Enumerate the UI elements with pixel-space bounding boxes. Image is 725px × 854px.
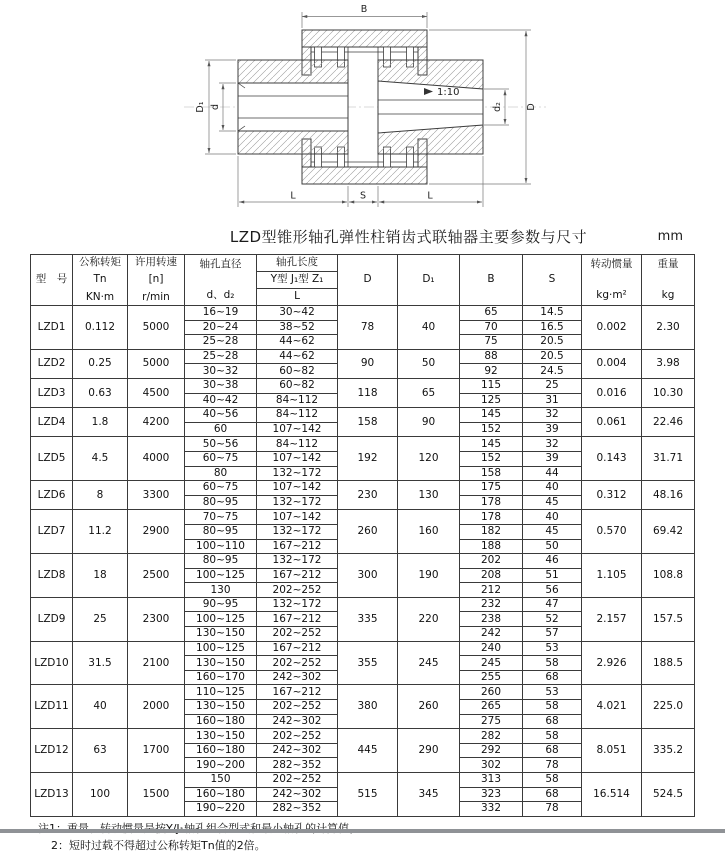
cell-bore-length: 132~172 (257, 495, 338, 510)
cell-bore-length: 60~82 (257, 378, 338, 393)
col-header-speed: 许用转速 [n] r/min (128, 255, 185, 306)
cell-S: 20.5 (523, 335, 582, 350)
title-row (0, 226, 725, 248)
dim-label-d-outer: D (526, 103, 537, 111)
cell-S: 78 (523, 802, 582, 817)
cell-weight: 524.5 (642, 773, 695, 817)
cell-B: 238 (460, 612, 523, 627)
cell-bore-diameter: 50~56 (185, 437, 257, 452)
page-footer-rule (0, 829, 725, 833)
cell-B: 115 (460, 378, 523, 393)
dim-label-d1: D₁ (195, 101, 206, 113)
table-row (31, 685, 695, 700)
cell-S: 24.5 (523, 364, 582, 379)
cell-bore-length: 167~212 (257, 641, 338, 656)
cell-D: 515 (338, 773, 398, 817)
cell-S: 57 (523, 627, 582, 642)
dim-label-d-bore: d (210, 103, 221, 111)
cell-bore-length: 202~252 (257, 773, 338, 788)
cell-speed: 2900 (128, 510, 185, 554)
cell-model: LZD5 (31, 437, 73, 481)
parameters-table (30, 254, 695, 817)
cell-D1: 190 (398, 554, 460, 598)
cell-weight: 335.2 (642, 729, 695, 773)
col-header-S: S (523, 255, 582, 306)
cell-inertia: 0.061 (582, 408, 642, 437)
table-row (31, 408, 695, 423)
cell-S: 25 (523, 378, 582, 393)
cell-B: 75 (460, 335, 523, 350)
table-wrap (30, 254, 696, 854)
cell-model: LZD12 (31, 729, 73, 773)
col-header-bore-length-types: Y型 J₁型 Z₁ (257, 272, 338, 289)
cell-model: LZD11 (31, 685, 73, 729)
cell-S: 39 (523, 422, 582, 437)
cell-S: 47 (523, 597, 582, 612)
cell-B: 255 (460, 670, 523, 685)
cell-B: 323 (460, 787, 523, 802)
cell-weight: 188.5 (642, 641, 695, 685)
cell-D1: 345 (398, 773, 460, 817)
cell-S: 68 (523, 743, 582, 758)
cell-bore-diameter: 150 (185, 773, 257, 788)
cell-inertia: 4.021 (582, 685, 642, 729)
cell-D: 335 (338, 597, 398, 641)
cell-model: LZD3 (31, 378, 73, 407)
cell-S: 58 (523, 656, 582, 671)
cell-speed: 3300 (128, 481, 185, 510)
cell-B: 232 (460, 597, 523, 612)
cell-D1: 220 (398, 597, 460, 641)
cell-bore-diameter: 30~32 (185, 364, 257, 379)
cell-bore-length: 132~172 (257, 597, 338, 612)
cell-bore-length: 132~172 (257, 466, 338, 481)
cell-S: 44 (523, 466, 582, 481)
cell-bore-diameter: 130~150 (185, 729, 257, 744)
table-notes (30, 817, 696, 854)
cell-B: 292 (460, 743, 523, 758)
cell-B: 182 (460, 524, 523, 539)
cell-torque: 8 (73, 481, 128, 510)
col-header-bore-length-L: L (257, 289, 338, 306)
cell-D1: 65 (398, 378, 460, 407)
cell-inertia: 0.312 (582, 481, 642, 510)
cell-model: LZD10 (31, 641, 73, 685)
cell-S: 51 (523, 568, 582, 583)
cell-weight: 108.8 (642, 554, 695, 598)
taper-label: 1:10 (437, 87, 460, 98)
table-row (31, 773, 695, 788)
cell-torque: 63 (73, 729, 128, 773)
cell-S: 68 (523, 714, 582, 729)
cell-torque: 1.8 (73, 408, 128, 437)
unit-label: mm (657, 229, 683, 244)
cell-speed: 1700 (128, 729, 185, 773)
cell-bore-diameter: 160~180 (185, 787, 257, 802)
cell-B: 158 (460, 466, 523, 481)
cell-D: 78 (338, 306, 398, 350)
cell-model: LZD1 (31, 306, 73, 350)
technical-drawing (0, 0, 725, 224)
cell-bore-length: 44~62 (257, 335, 338, 350)
cell-bore-diameter: 80~95 (185, 495, 257, 510)
cell-S: 14.5 (523, 306, 582, 321)
cell-B: 202 (460, 554, 523, 569)
cell-bore-length: 167~212 (257, 568, 338, 583)
cell-bore-length: 107~142 (257, 510, 338, 525)
cell-bore-diameter: 190~200 (185, 758, 257, 773)
cell-bore-diameter: 160~180 (185, 714, 257, 729)
cell-S: 32 (523, 408, 582, 423)
cell-S: 68 (523, 787, 582, 802)
cell-bore-diameter: 16~19 (185, 306, 257, 321)
dim-label-l-right: L (427, 190, 433, 202)
dim-label-s: S (359, 190, 367, 202)
cell-S: 45 (523, 524, 582, 539)
cell-bore-length: 202~252 (257, 729, 338, 744)
cell-bore-length: 84~112 (257, 408, 338, 423)
cell-B: 212 (460, 583, 523, 598)
cell-bore-diameter: 100~125 (185, 641, 257, 656)
cell-speed: 2300 (128, 597, 185, 641)
cell-bore-length: 242~302 (257, 743, 338, 758)
table-row (31, 510, 695, 525)
cell-B: 265 (460, 700, 523, 715)
cell-B: 92 (460, 364, 523, 379)
cell-B: 332 (460, 802, 523, 817)
cell-bore-length: 202~252 (257, 627, 338, 642)
cell-bore-length: 44~62 (257, 349, 338, 364)
cell-bore-length: 84~112 (257, 393, 338, 408)
cell-weight: 3.98 (642, 349, 695, 378)
cell-B: 125 (460, 393, 523, 408)
cell-weight: 48.16 (642, 481, 695, 510)
cell-inertia: 2.157 (582, 597, 642, 641)
cell-B: 240 (460, 641, 523, 656)
cell-B: 260 (460, 685, 523, 700)
cell-inertia: 0.016 (582, 378, 642, 407)
cell-bore-diameter: 30~38 (185, 378, 257, 393)
cell-weight: 225.0 (642, 685, 695, 729)
cell-model: LZD7 (31, 510, 73, 554)
cell-speed: 2100 (128, 641, 185, 685)
cell-torque: 4.5 (73, 437, 128, 481)
dim-label-b: B (360, 4, 368, 15)
cell-bore-length: 84~112 (257, 437, 338, 452)
cell-inertia: 8.051 (582, 729, 642, 773)
cell-bore-diameter: 80 (185, 466, 257, 481)
cell-model: LZD2 (31, 349, 73, 378)
table-row (31, 349, 695, 364)
cell-inertia: 1.105 (582, 554, 642, 598)
cell-bore-diameter: 40~42 (185, 393, 257, 408)
cell-bore-length: 132~172 (257, 554, 338, 569)
cell-weight: 31.71 (642, 437, 695, 481)
cell-B: 145 (460, 437, 523, 452)
col-header-B: B (460, 255, 523, 306)
cell-model: LZD9 (31, 597, 73, 641)
cell-torque: 0.112 (73, 306, 128, 350)
cell-B: 152 (460, 422, 523, 437)
table-row (31, 597, 695, 612)
cell-bore-length: 30~42 (257, 306, 338, 321)
cell-bore-length: 202~252 (257, 656, 338, 671)
cell-bore-diameter: 80~95 (185, 554, 257, 569)
cell-model: LZD6 (31, 481, 73, 510)
cell-bore-diameter: 100~125 (185, 612, 257, 627)
cell-B: 313 (460, 773, 523, 788)
cell-bore-diameter: 160~180 (185, 743, 257, 758)
cell-bore-diameter: 60~75 (185, 481, 257, 496)
col-header-D: D (338, 255, 398, 306)
left-hub-bore (238, 83, 348, 131)
cell-torque: 0.25 (73, 349, 128, 378)
cell-S: 53 (523, 685, 582, 700)
cell-bore-length: 38~52 (257, 320, 338, 335)
cell-D1: 120 (398, 437, 460, 481)
cell-speed: 2500 (128, 554, 185, 598)
cell-bore-diameter: 80~95 (185, 524, 257, 539)
cell-S: 58 (523, 700, 582, 715)
cell-S: 20.5 (523, 349, 582, 364)
cell-D1: 50 (398, 349, 460, 378)
col-header-torque: 公称转矩 Tn KN·m (73, 255, 128, 306)
cell-inertia: 0.002 (582, 306, 642, 350)
cell-bore-diameter: 40~56 (185, 408, 257, 423)
cell-inertia: 2.926 (582, 641, 642, 685)
cell-S: 52 (523, 612, 582, 627)
cell-speed: 4000 (128, 437, 185, 481)
cell-weight: 10.30 (642, 378, 695, 407)
cell-torque: 0.63 (73, 378, 128, 407)
cell-bore-length: 107~142 (257, 451, 338, 466)
cell-bore-length: 282~352 (257, 758, 338, 773)
cell-model: LZD4 (31, 408, 73, 437)
cell-bore-diameter: 70~75 (185, 510, 257, 525)
cell-bore-length: 167~212 (257, 685, 338, 700)
cell-B: 282 (460, 729, 523, 744)
cell-bore-diameter: 20~24 (185, 320, 257, 335)
cell-S: 32 (523, 437, 582, 452)
table-row (31, 481, 695, 496)
cell-weight: 69.42 (642, 510, 695, 554)
cell-S: 16.5 (523, 320, 582, 335)
cell-torque: 18 (73, 554, 128, 598)
cell-torque: 40 (73, 685, 128, 729)
cell-B: 175 (460, 481, 523, 496)
cell-D: 192 (338, 437, 398, 481)
cell-bore-length: 167~212 (257, 539, 338, 554)
cell-bore-length: 107~142 (257, 481, 338, 496)
cell-bore-diameter: 60~75 (185, 451, 257, 466)
cell-bore-diameter: 130~150 (185, 700, 257, 715)
cell-bore-diameter: 100~125 (185, 568, 257, 583)
cell-S: 53 (523, 641, 582, 656)
cell-bore-length: 242~302 (257, 787, 338, 802)
cell-inertia: 0.143 (582, 437, 642, 481)
cell-weight: 157.5 (642, 597, 695, 641)
cell-S: 40 (523, 481, 582, 496)
cell-B: 152 (460, 451, 523, 466)
col-header-bore-diameter: 轴孔直径 d、d₂ (185, 255, 257, 306)
cell-D1: 130 (398, 481, 460, 510)
cell-speed: 4200 (128, 408, 185, 437)
cell-D: 230 (338, 481, 398, 510)
cell-S: 78 (523, 758, 582, 773)
cell-speed: 2000 (128, 685, 185, 729)
cell-D1: 160 (398, 510, 460, 554)
cell-torque: 31.5 (73, 641, 128, 685)
cell-bore-length: 132~172 (257, 524, 338, 539)
cell-bore-length: 242~302 (257, 670, 338, 685)
cell-model: LZD13 (31, 773, 73, 817)
cell-D: 158 (338, 408, 398, 437)
dim-label-d2: d₂ (492, 102, 503, 112)
col-header-D1: D₁ (398, 255, 460, 306)
cell-bore-length: 202~252 (257, 700, 338, 715)
cell-D: 300 (338, 554, 398, 598)
cell-B: 302 (460, 758, 523, 773)
cell-B: 70 (460, 320, 523, 335)
cell-weight: 2.30 (642, 306, 695, 350)
cell-D: 260 (338, 510, 398, 554)
cell-bore-length: 107~142 (257, 422, 338, 437)
table-row (31, 554, 695, 569)
col-header-inertia: 转动惯量 kg·m² (582, 255, 642, 306)
cell-S: 45 (523, 495, 582, 510)
right-hub-tapered-bore (378, 81, 483, 133)
cell-S: 58 (523, 729, 582, 744)
cell-S: 40 (523, 510, 582, 525)
cell-B: 245 (460, 656, 523, 671)
cell-bore-diameter: 60 (185, 422, 257, 437)
cell-torque: 100 (73, 773, 128, 817)
cell-B: 88 (460, 349, 523, 364)
cell-bore-length: 282~352 (257, 802, 338, 817)
cell-inertia: 0.004 (582, 349, 642, 378)
cell-B: 145 (460, 408, 523, 423)
page-title: LZD型锥形轴孔弹性柱销齿式联轴器主要参数与尺寸 (229, 228, 588, 246)
sleeve-bottom-band (302, 167, 427, 184)
cell-D1: 290 (398, 729, 460, 773)
cell-torque: 11.2 (73, 510, 128, 554)
table-row (31, 378, 695, 393)
cell-D: 380 (338, 685, 398, 729)
cell-model: LZD8 (31, 554, 73, 598)
cell-bore-diameter: 110~125 (185, 685, 257, 700)
cell-inertia: 0.570 (582, 510, 642, 554)
cell-B: 65 (460, 306, 523, 321)
cell-bore-diameter: 130~150 (185, 656, 257, 671)
table-body (31, 306, 695, 817)
cell-S: 46 (523, 554, 582, 569)
cell-speed: 1500 (128, 773, 185, 817)
cell-bore-length: 202~252 (257, 583, 338, 598)
cell-S: 58 (523, 773, 582, 788)
dim-label-l-left: L (290, 190, 296, 202)
cell-bore-diameter: 100~110 (185, 539, 257, 554)
cell-bore-length: 167~212 (257, 612, 338, 627)
cell-bore-length: 242~302 (257, 714, 338, 729)
table-row (31, 306, 695, 321)
cell-D: 445 (338, 729, 398, 773)
cell-bore-diameter: 130 (185, 583, 257, 598)
cell-speed: 4500 (128, 378, 185, 407)
cell-speed: 5000 (128, 306, 185, 350)
cell-bore-diameter: 190~220 (185, 802, 257, 817)
col-header-model: 型 号 (31, 255, 73, 306)
cell-D1: 40 (398, 306, 460, 350)
cell-bore-length: 60~82 (257, 364, 338, 379)
cell-S: 50 (523, 539, 582, 554)
cell-bore-diameter: 160~170 (185, 670, 257, 685)
cell-weight: 22.46 (642, 408, 695, 437)
col-header-bore-length: 轴孔长度 (257, 255, 338, 272)
cell-bore-diameter: 25~28 (185, 349, 257, 364)
cell-S: 31 (523, 393, 582, 408)
cell-torque: 25 (73, 597, 128, 641)
cell-D: 355 (338, 641, 398, 685)
cell-B: 208 (460, 568, 523, 583)
cell-D1: 245 (398, 641, 460, 685)
cell-B: 188 (460, 539, 523, 554)
cell-bore-diameter: 130~150 (185, 627, 257, 642)
cell-inertia: 16.514 (582, 773, 642, 817)
cell-S: 68 (523, 670, 582, 685)
cell-B: 178 (460, 495, 523, 510)
cell-D1: 90 (398, 408, 460, 437)
cell-bore-diameter: 90~95 (185, 597, 257, 612)
col-header-weight: 重量 kg (642, 255, 695, 306)
cell-S: 39 (523, 451, 582, 466)
note-line: 2：短时过载不得超过公称转矩Tn值的2倍。 (51, 838, 266, 852)
table-row (31, 729, 695, 744)
cell-B: 178 (460, 510, 523, 525)
table-row (31, 437, 695, 452)
cell-B: 242 (460, 627, 523, 642)
cell-bore-diameter: 25~28 (185, 335, 257, 350)
cell-D: 90 (338, 349, 398, 378)
cell-D: 118 (338, 378, 398, 407)
cell-B: 275 (460, 714, 523, 729)
sleeve-top-band (302, 30, 427, 47)
table-row (31, 641, 695, 656)
cell-S: 56 (523, 583, 582, 598)
cell-speed: 5000 (128, 349, 185, 378)
cell-D1: 260 (398, 685, 460, 729)
